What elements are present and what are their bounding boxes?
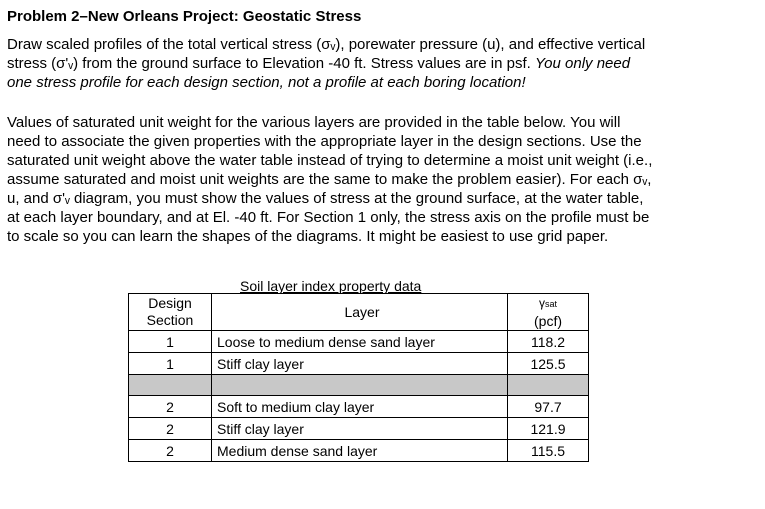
table-separator-row [129, 375, 589, 396]
cell-layer: Loose to medium dense sand layer [212, 331, 508, 353]
cell-gamma: 97.7 [508, 396, 589, 418]
problem-title: Problem 2–New Orleans Project: Geostatic Stress [7, 8, 362, 25]
header-design-label: Design [148, 295, 192, 311]
table-row [129, 331, 589, 353]
separator-cell [129, 375, 212, 396]
cell-layer: Stiff clay layer [212, 418, 508, 440]
table-row [129, 353, 589, 375]
cell-gamma: 121.9 [508, 418, 589, 440]
details-paragraph [7, 113, 652, 246]
details-line: saturated unit weight above the water table instead of trying to determine a moist unit weight (i.e., [7, 152, 653, 169]
cell-layer: Medium dense sand layer [212, 440, 508, 462]
instructions-emphasis-line: one stress profile for each design section, not a profile at each boring location! [7, 74, 526, 91]
details-line: assume saturated and moist unit weights are the same to make the problem easier). For each σᵥ, [7, 171, 652, 188]
gamma-subscript: sat [544, 299, 557, 309]
details-line: u, and σ'ᵥ diagram, you must show the values of stress at the ground surface, at the water table, [7, 190, 644, 207]
cell-section: 2 [129, 418, 212, 440]
cell-gamma: 115.5 [508, 440, 589, 462]
instructions-emphasis: You only need [535, 55, 631, 72]
cell-section: 2 [129, 440, 212, 462]
cell-gamma: 118.2 [508, 331, 589, 353]
header-unit-weight [508, 294, 589, 331]
cell-gamma: 125.5 [508, 353, 589, 375]
details-line: to scale so you can learn the shapes of the diagrams. It might be easiest to use grid paper. [7, 228, 609, 245]
instructions-line: Draw scaled profiles of the total vertical stress (σᵥ), porewater pressure (u), and effective vertical [7, 36, 646, 53]
cell-layer: Stiff clay layer [212, 353, 508, 375]
gamma-symbol: γ [538, 296, 545, 310]
cell-section: 2 [129, 396, 212, 418]
soil-property-table [128, 293, 589, 462]
cell-section: 1 [129, 331, 212, 353]
instructions-text: stress (σ'ᵥ) from the ground surface to Elevation -40 ft. Stress values are in psf. [7, 55, 535, 72]
cell-layer: Soft to medium clay layer [212, 396, 508, 418]
details-line: need to associate the given properties with the appropriate layer in the design sections. Use the [7, 133, 642, 150]
separator-cell [212, 375, 508, 396]
instructions-paragraph [7, 35, 645, 92]
table-row [129, 396, 589, 418]
table-row [129, 418, 589, 440]
header-unit-label: (pcf) [534, 313, 562, 329]
table-caption: Soil layer index property data [240, 278, 422, 294]
separator-cell [508, 375, 589, 396]
header-design-section [129, 294, 212, 331]
instructions-line [7, 54, 645, 73]
details-line: at each layer boundary, and at El. -40 ft. For Section 1 only, the stress axis on the profile must be [7, 209, 650, 226]
details-line: Values of saturated unit weight for the various layers are provided in the table below. You will [7, 114, 621, 131]
table-header-row [129, 294, 589, 331]
table-row [129, 440, 589, 462]
header-layer: Layer [212, 294, 508, 331]
header-section-label: Section [146, 312, 194, 328]
cell-section: 1 [129, 353, 212, 375]
